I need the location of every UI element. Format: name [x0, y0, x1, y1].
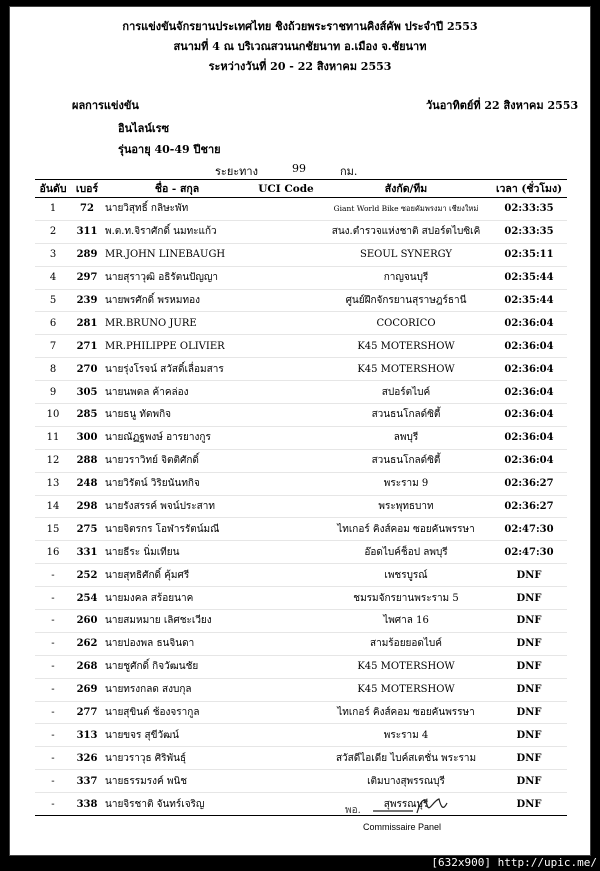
- cell-name: นายรุ่งโรจน์ สวัสดิ์เลื่อมสาร: [103, 358, 251, 381]
- cell-time: 02:47:30: [491, 541, 567, 564]
- cell-team: ศูนย์ฝึกจักรยานสุราษฎร์ธานี: [321, 289, 491, 312]
- cell-team: K45 MOTERSHOW: [321, 335, 491, 358]
- cell-bib: 281: [71, 312, 103, 335]
- cell-uci: [251, 243, 321, 266]
- cell-time: 02:35:11: [491, 243, 567, 266]
- cell-bib: 300: [71, 426, 103, 449]
- cell-rank: 7: [35, 335, 71, 358]
- col-time-header: เวลา (ชั่วโมง): [491, 180, 567, 198]
- cell-uci: [251, 495, 321, 518]
- commissaire-signature: [343, 791, 473, 819]
- cell-bib: 313: [71, 724, 103, 747]
- cell-uci: [251, 449, 321, 472]
- cell-rank: 14: [35, 495, 71, 518]
- cell-team: K45 MOTERSHOW: [321, 678, 491, 701]
- table-header-row: [35, 180, 567, 198]
- cell-team: สามร้อยยอดไบค์: [321, 632, 491, 655]
- cell-time: 02:36:04: [491, 335, 567, 358]
- table-row: [35, 266, 567, 289]
- cell-team: พระราม 4: [321, 724, 491, 747]
- cell-name: นายธีระ นิ่มเทียน: [103, 541, 251, 564]
- cell-bib: 239: [71, 289, 103, 312]
- cell-bib: 297: [71, 266, 103, 289]
- cell-team: สวนธนโกลด์ซิตี้: [321, 449, 491, 472]
- event-name: อินไลน์เรซ: [118, 122, 170, 135]
- cell-uci: [251, 587, 321, 610]
- table-row: [35, 495, 567, 518]
- cell-time: 02:35:44: [491, 266, 567, 289]
- table-row: [35, 632, 567, 655]
- cell-team: พระพุทธบาท: [321, 495, 491, 518]
- cell-name: นายชูศักดิ์ กิจวัฒนชัย: [103, 655, 251, 678]
- cell-name: นายวิรัตน์ วิริยนันทกิจ: [103, 472, 251, 495]
- cell-time: 02:36:04: [491, 312, 567, 335]
- cell-rank: 9: [35, 381, 71, 404]
- table-row: [35, 289, 567, 312]
- cell-rank: 3: [35, 243, 71, 266]
- cell-time: DNF: [491, 770, 567, 793]
- cell-team: ไพศาล 16: [321, 610, 491, 633]
- cell-time: 02:36:04: [491, 426, 567, 449]
- cell-team: เพชรบูรณ์: [321, 564, 491, 587]
- cell-rank: -: [35, 770, 71, 793]
- cell-team: ไทเกอร์ คิงส์คอม ซอยคันพรรษา: [321, 518, 491, 541]
- cell-uci: [251, 724, 321, 747]
- signature-initials: พอ.: [345, 805, 361, 816]
- cell-name: นายนพดล ค้าคล่อง: [103, 381, 251, 404]
- cell-rank: 8: [35, 358, 71, 381]
- cell-name: นายจิรชาติ จันทร์เจริญ: [103, 793, 251, 816]
- cell-bib: 275: [71, 518, 103, 541]
- cell-uci: [251, 770, 321, 793]
- cell-rank: -: [35, 724, 71, 747]
- cell-rank: -: [35, 747, 71, 770]
- cell-uci: [251, 655, 321, 678]
- cell-name: นายสุราวุฒิ อธิรัตนปัญญา: [103, 266, 251, 289]
- cell-rank: 11: [35, 426, 71, 449]
- cell-time: 02:33:35: [491, 198, 567, 221]
- date-range-line: ระหว่างวันที่ 20 - 22 สิงหาคม 2553: [208, 60, 392, 73]
- cell-time: DNF: [491, 610, 567, 633]
- cell-uci: [251, 381, 321, 404]
- cell-time: DNF: [491, 564, 567, 587]
- table-row: [35, 243, 567, 266]
- cell-name: นายวิสุทธิ์ กลิษะพัท: [103, 198, 251, 221]
- commissaire-role: Commissaire Panel: [363, 822, 442, 832]
- cell-uci: [251, 610, 321, 633]
- cell-bib: 289: [71, 243, 103, 266]
- cell-uci: [251, 472, 321, 495]
- distance-unit: กม.: [340, 165, 358, 178]
- cell-bib: 260: [71, 610, 103, 633]
- cell-rank: -: [35, 793, 71, 816]
- cell-uci: [251, 266, 321, 289]
- cell-rank: 12: [35, 449, 71, 472]
- race-date: วันอาทิตย์ที่ 22 สิงหาคม 2553: [426, 99, 579, 112]
- cell-rank: 16: [35, 541, 71, 564]
- cell-team: สปอร์ตไบค์: [321, 381, 491, 404]
- cell-name: นายสมหมาย เลิศชะเวียง: [103, 610, 251, 633]
- cell-uci: [251, 198, 321, 221]
- cell-rank: -: [35, 678, 71, 701]
- cell-rank: 15: [35, 518, 71, 541]
- competition-title: การแข่งขันจักรยานประเทศไทย ชิงถ้วยพระราชทานคิงส์คัพ ประจำปี 2553: [122, 20, 478, 33]
- cell-time: 02:35:44: [491, 289, 567, 312]
- results-document: [9, 6, 591, 856]
- cell-bib: 72: [71, 198, 103, 221]
- cell-name: นายสุทธิศักดิ์ คุ้มศรี: [103, 564, 251, 587]
- cell-bib: 277: [71, 701, 103, 724]
- col-rank-header: อันดับ: [35, 180, 71, 198]
- cell-time: 02:36:04: [491, 381, 567, 404]
- results-table: [35, 179, 567, 816]
- cell-name: พ.ต.ท.จิราศักดิ์ นมทะแก้ว: [103, 220, 251, 243]
- cell-name: นายพรศักดิ์ พรหมทอง: [103, 289, 251, 312]
- table-row: [35, 541, 567, 564]
- cell-uci: [251, 289, 321, 312]
- table-row: [35, 381, 567, 404]
- cell-team: สนง.ตำรวจแห่งชาติ สปอร์ตไบซิเคิ: [321, 220, 491, 243]
- cell-team: ไทเกอร์ คิงส์คอม ซอยคันพรรษา: [321, 701, 491, 724]
- cell-uci: [251, 793, 321, 816]
- cell-time: 02:36:04: [491, 404, 567, 427]
- cell-bib: 270: [71, 358, 103, 381]
- table-row: [35, 610, 567, 633]
- cell-time: DNF: [491, 701, 567, 724]
- cell-name: นายทรงกลด สงบกุล: [103, 678, 251, 701]
- cell-team: อ๊อดไบค์ช็อป ลพบุรี: [321, 541, 491, 564]
- cell-team: COCORICO: [321, 312, 491, 335]
- cell-uci: [251, 701, 321, 724]
- cell-rank: -: [35, 701, 71, 724]
- table-row: [35, 747, 567, 770]
- table-row: [35, 655, 567, 678]
- cell-team: สวัสดีไอเดีย ไบค์สเตชั่น พระราม: [321, 747, 491, 770]
- result-label: ผลการแข่งขัน: [72, 99, 139, 112]
- cell-bib: 326: [71, 747, 103, 770]
- cell-bib: 331: [71, 541, 103, 564]
- cell-uci: [251, 358, 321, 381]
- cell-time: 02:36:04: [491, 358, 567, 381]
- cell-uci: [251, 678, 321, 701]
- cell-rank: -: [35, 587, 71, 610]
- cell-time: DNF: [491, 678, 567, 701]
- cell-rank: -: [35, 655, 71, 678]
- table-row: [35, 335, 567, 358]
- table-row: [35, 564, 567, 587]
- cell-name: นายขจร สุขีวัฒน์: [103, 724, 251, 747]
- table-row: [35, 198, 567, 221]
- cell-uci: [251, 404, 321, 427]
- col-team-header: สังกัด/ทีม: [321, 180, 491, 198]
- table-row: [35, 770, 567, 793]
- cell-team: กาญจนบุรี: [321, 266, 491, 289]
- cell-rank: 2: [35, 220, 71, 243]
- table-row: [35, 426, 567, 449]
- cell-team: สุพรรณบุรี: [321, 793, 491, 816]
- table-row: [35, 312, 567, 335]
- cell-time: DNF: [491, 587, 567, 610]
- cell-bib: 252: [71, 564, 103, 587]
- cell-team: Giant World Bike ซอยคัมพรงมา เชียงใหม่: [321, 198, 491, 221]
- cell-time: DNF: [491, 632, 567, 655]
- col-uci-header: UCI Code: [251, 180, 321, 198]
- cell-team: K45 MOTERSHOW: [321, 655, 491, 678]
- cell-bib: 338: [71, 793, 103, 816]
- cell-bib: 311: [71, 220, 103, 243]
- cell-team: ชมรมจักรยานพระราม 5: [321, 587, 491, 610]
- cell-name: MR.BRUNO JURE: [103, 312, 251, 335]
- cell-uci: [251, 312, 321, 335]
- cell-uci: [251, 564, 321, 587]
- cell-bib: 305: [71, 381, 103, 404]
- cell-rank: 1: [35, 198, 71, 221]
- cell-bib: 248: [71, 472, 103, 495]
- table-row: [35, 701, 567, 724]
- cell-uci: [251, 632, 321, 655]
- cell-team: K45 MOTERSHOW: [321, 358, 491, 381]
- venue-line: สนามที่ 4 ณ บริเวณสวนนกชัยนาท อ.เมือง จ.ชัยนาท: [173, 40, 427, 53]
- cell-uci: [251, 220, 321, 243]
- cell-time: 02:36:27: [491, 472, 567, 495]
- table-row: [35, 678, 567, 701]
- cell-name: นายวราวิทย์ จิตติศักดิ์: [103, 449, 251, 472]
- table-row: [35, 472, 567, 495]
- cell-uci: [251, 426, 321, 449]
- cell-time: 02:36:27: [491, 495, 567, 518]
- cell-name: นายณัฏฐพงษ์ อารยางกูร: [103, 426, 251, 449]
- cell-rank: -: [35, 564, 71, 587]
- cell-bib: 268: [71, 655, 103, 678]
- cell-rank: 5: [35, 289, 71, 312]
- cell-time: 02:33:35: [491, 220, 567, 243]
- cell-time: DNF: [491, 793, 567, 816]
- cell-bib: 254: [71, 587, 103, 610]
- cell-bib: 298: [71, 495, 103, 518]
- cell-name: นายจิตรกร โอฬารรัตน์มณี: [103, 518, 251, 541]
- cell-name: MR.PHILIPPE OLIVIER: [103, 335, 251, 358]
- image-host-footer: [632x900] http://upic.me/: [431, 856, 597, 869]
- cell-name: MR.JOHN LINEBAUGH: [103, 243, 251, 266]
- cell-team: ลพบุรี: [321, 426, 491, 449]
- cell-time: 02:36:04: [491, 449, 567, 472]
- table-row: [35, 793, 567, 816]
- col-bib-header: เบอร์: [71, 180, 103, 198]
- cell-rank: 6: [35, 312, 71, 335]
- cell-time: DNF: [491, 724, 567, 747]
- table-row: [35, 404, 567, 427]
- cell-name: นายปองพล ธนจินดา: [103, 632, 251, 655]
- cell-team: พระราม 9: [321, 472, 491, 495]
- cell-uci: [251, 518, 321, 541]
- cell-name: นายวราวุธ ศิริพันธุ์: [103, 747, 251, 770]
- cell-team: SEOUL SYNERGY: [321, 243, 491, 266]
- table-row: [35, 724, 567, 747]
- cell-rank: -: [35, 610, 71, 633]
- cell-time: DNF: [491, 655, 567, 678]
- cell-name: นายสุขินต์ ช้องจรากูล: [103, 701, 251, 724]
- age-category: รุ่นอายุ 40-49 ปีชาย: [118, 143, 221, 156]
- cell-uci: [251, 335, 321, 358]
- cell-name: นายธนู ทัดพกิจ: [103, 404, 251, 427]
- cell-name: นายมงคล สร้อยนาค: [103, 587, 251, 610]
- cell-team: สวนธนโกลด์ซิตี้: [321, 404, 491, 427]
- table-row: [35, 587, 567, 610]
- cell-time: DNF: [491, 747, 567, 770]
- cell-rank: 4: [35, 266, 71, 289]
- cell-bib: 337: [71, 770, 103, 793]
- distance-label: ระยะทาง: [215, 165, 258, 178]
- cell-team: เติมบางสุพรรณบุรี: [321, 770, 491, 793]
- col-name-header: ชื่อ - สกุล: [103, 180, 251, 198]
- cell-bib: 285: [71, 404, 103, 427]
- cell-rank: -: [35, 632, 71, 655]
- cell-name: นายรังสรรค์ พจน์ประสาท: [103, 495, 251, 518]
- cell-name: นายธรรมรงค์ พนิช: [103, 770, 251, 793]
- table-row: [35, 449, 567, 472]
- cell-bib: 271: [71, 335, 103, 358]
- cell-time: 02:47:30: [491, 518, 567, 541]
- table-row: [35, 518, 567, 541]
- cell-bib: 269: [71, 678, 103, 701]
- cell-rank: 10: [35, 404, 71, 427]
- table-row: [35, 220, 567, 243]
- table-row: [35, 358, 567, 381]
- cell-bib: 288: [71, 449, 103, 472]
- cell-rank: 13: [35, 472, 71, 495]
- distance-value: 99: [292, 162, 306, 175]
- cell-uci: [251, 541, 321, 564]
- cell-bib: 262: [71, 632, 103, 655]
- cell-uci: [251, 747, 321, 770]
